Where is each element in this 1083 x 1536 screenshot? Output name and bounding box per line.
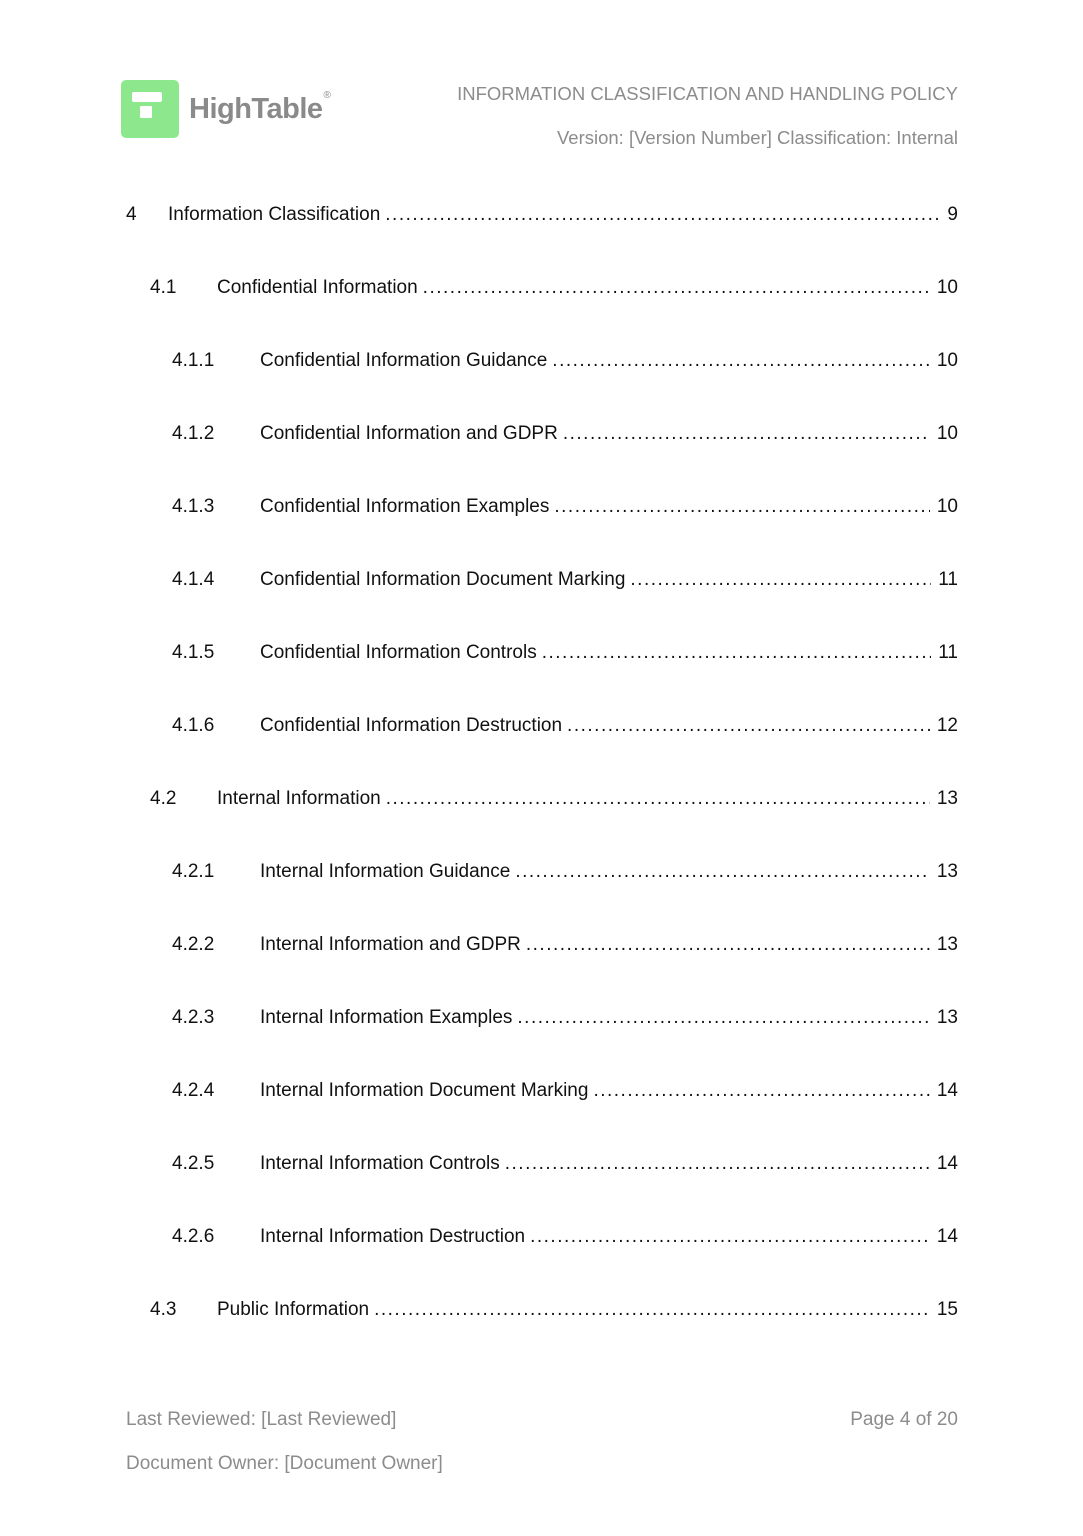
toc-entry-page: 14 bbox=[936, 1226, 958, 1247]
toc-entry[interactable] bbox=[126, 324, 958, 397]
document-title: INFORMATION CLASSIFICATION AND HANDLING POLICY bbox=[457, 83, 958, 104]
toc-entry[interactable] bbox=[126, 908, 958, 981]
toc-dot-leader bbox=[526, 908, 930, 981]
toc-entry-number: 4 bbox=[126, 204, 137, 225]
toc-entry-number: 4.1.6 bbox=[172, 715, 215, 736]
toc-dot-leader bbox=[567, 689, 930, 762]
hightable-logo-text: HighTable bbox=[189, 92, 323, 125]
toc-entry[interactable] bbox=[126, 397, 958, 470]
toc-dot-leader bbox=[630, 543, 931, 616]
toc-entry-title: Internal Information and GDPR bbox=[260, 934, 521, 955]
toc-entry-title: Confidential Information bbox=[217, 277, 418, 298]
toc-entry-title: Confidential Information and GDPR bbox=[260, 423, 558, 444]
toc-dot-leader bbox=[563, 397, 930, 470]
toc-entry-page: 9 bbox=[947, 204, 958, 225]
toc-entry-title: Confidential Information Destruction bbox=[260, 715, 563, 736]
toc-entry[interactable] bbox=[126, 251, 958, 324]
toc-entry[interactable] bbox=[126, 689, 958, 762]
toc-entry[interactable] bbox=[126, 543, 958, 616]
footer-page-number: Page 4 of 20 bbox=[850, 1409, 958, 1430]
toc-entry[interactable] bbox=[126, 1200, 958, 1273]
toc-entry[interactable] bbox=[126, 178, 958, 251]
toc-entry-title: Confidential Information Guidance bbox=[260, 350, 548, 371]
toc-entry-number: 4.2.5 bbox=[172, 1153, 215, 1174]
table-icon-leg bbox=[140, 106, 152, 118]
toc-entry-title: Confidential Information Controls bbox=[260, 642, 537, 663]
toc-entry-number: 4.2 bbox=[150, 788, 177, 809]
table-icon bbox=[121, 80, 179, 138]
toc-dot-leader bbox=[505, 1127, 930, 1200]
toc-entry-number: 4.1.5 bbox=[172, 642, 215, 663]
toc-entry-number: 4.2.6 bbox=[172, 1226, 215, 1247]
toc-entry-page: 14 bbox=[936, 1153, 958, 1174]
toc-entry-number: 4.1.3 bbox=[172, 496, 215, 517]
registered-trademark-icon: ® bbox=[323, 89, 331, 101]
toc-entry-page: 12 bbox=[936, 715, 958, 736]
toc-dot-leader bbox=[374, 1273, 930, 1346]
toc-dot-leader bbox=[542, 616, 932, 689]
toc-entry-title: Confidential Information Examples bbox=[260, 496, 550, 517]
toc-entry[interactable] bbox=[126, 981, 958, 1054]
toc-entry-page: 10 bbox=[936, 423, 958, 444]
table-icon-top-bar bbox=[132, 92, 162, 102]
toc-entry[interactable] bbox=[126, 1127, 958, 1200]
toc-entry-title: Internal Information Document Marking bbox=[260, 1080, 589, 1101]
toc-entry-number: 4.1.1 bbox=[172, 350, 215, 371]
footer-document-owner: Document Owner: [Document Owner] bbox=[126, 1453, 443, 1474]
toc-entry-number: 4.1.4 bbox=[172, 569, 215, 590]
footer-last-reviewed: Last Reviewed: [Last Reviewed] bbox=[126, 1409, 397, 1430]
toc-entry[interactable] bbox=[126, 616, 958, 689]
toc-dot-leader bbox=[517, 981, 929, 1054]
toc-entry-page: 13 bbox=[936, 788, 958, 809]
toc-entry-title: Confidential Information Document Marking bbox=[260, 569, 626, 590]
toc-dot-leader bbox=[530, 1200, 930, 1273]
toc-entry[interactable] bbox=[126, 1054, 958, 1127]
table-of-contents bbox=[126, 178, 958, 1346]
toc-entry-title: Public Information bbox=[217, 1299, 370, 1320]
toc-entry-page: 14 bbox=[936, 1080, 958, 1101]
toc-entry-title: Internal Information Destruction bbox=[260, 1226, 526, 1247]
toc-entry-page: 13 bbox=[936, 1007, 958, 1028]
toc-entry-page: 11 bbox=[938, 569, 958, 590]
toc-entry-page: 13 bbox=[936, 861, 958, 882]
toc-entry-number: 4.2.2 bbox=[172, 934, 215, 955]
toc-entry[interactable] bbox=[126, 470, 958, 543]
toc-dot-leader bbox=[386, 762, 930, 835]
toc-entry-number: 4.2.1 bbox=[172, 861, 215, 882]
toc-entry-title: Internal Information Examples bbox=[260, 1007, 513, 1028]
toc-entry-number: 4.1 bbox=[150, 277, 177, 298]
toc-entry-title: Information Classification bbox=[168, 204, 381, 225]
toc-entry-page: 10 bbox=[936, 350, 958, 371]
toc-entry-number: 4.2.3 bbox=[172, 1007, 215, 1028]
toc-entry-title: Internal Information Guidance bbox=[260, 861, 511, 882]
toc-entry[interactable] bbox=[126, 1273, 958, 1346]
toc-entry-page: 11 bbox=[938, 642, 958, 663]
toc-entry[interactable] bbox=[126, 835, 958, 908]
toc-entry-title: Internal Information bbox=[217, 788, 381, 809]
toc-entry[interactable] bbox=[126, 762, 958, 835]
toc-entry-page: 15 bbox=[936, 1299, 958, 1320]
toc-entry-number: 4.1.2 bbox=[172, 423, 215, 444]
toc-dot-leader bbox=[593, 1054, 929, 1127]
toc-entry-page: 13 bbox=[936, 934, 958, 955]
toc-dot-leader bbox=[385, 178, 940, 251]
hightable-logo bbox=[121, 80, 330, 138]
toc-entry-number: 4.2.4 bbox=[172, 1080, 215, 1101]
toc-entry-number: 4.3 bbox=[150, 1299, 177, 1320]
toc-dot-leader bbox=[423, 251, 930, 324]
toc-entry-page: 10 bbox=[936, 496, 958, 517]
toc-entry-title: Internal Information Controls bbox=[260, 1153, 500, 1174]
document-version-classification: Version: [Version Number] Classification: Internal bbox=[556, 127, 958, 148]
toc-dot-leader bbox=[552, 324, 930, 397]
toc-dot-leader bbox=[554, 470, 929, 543]
toc-entry-page: 10 bbox=[936, 277, 958, 298]
toc-dot-leader bbox=[515, 835, 930, 908]
